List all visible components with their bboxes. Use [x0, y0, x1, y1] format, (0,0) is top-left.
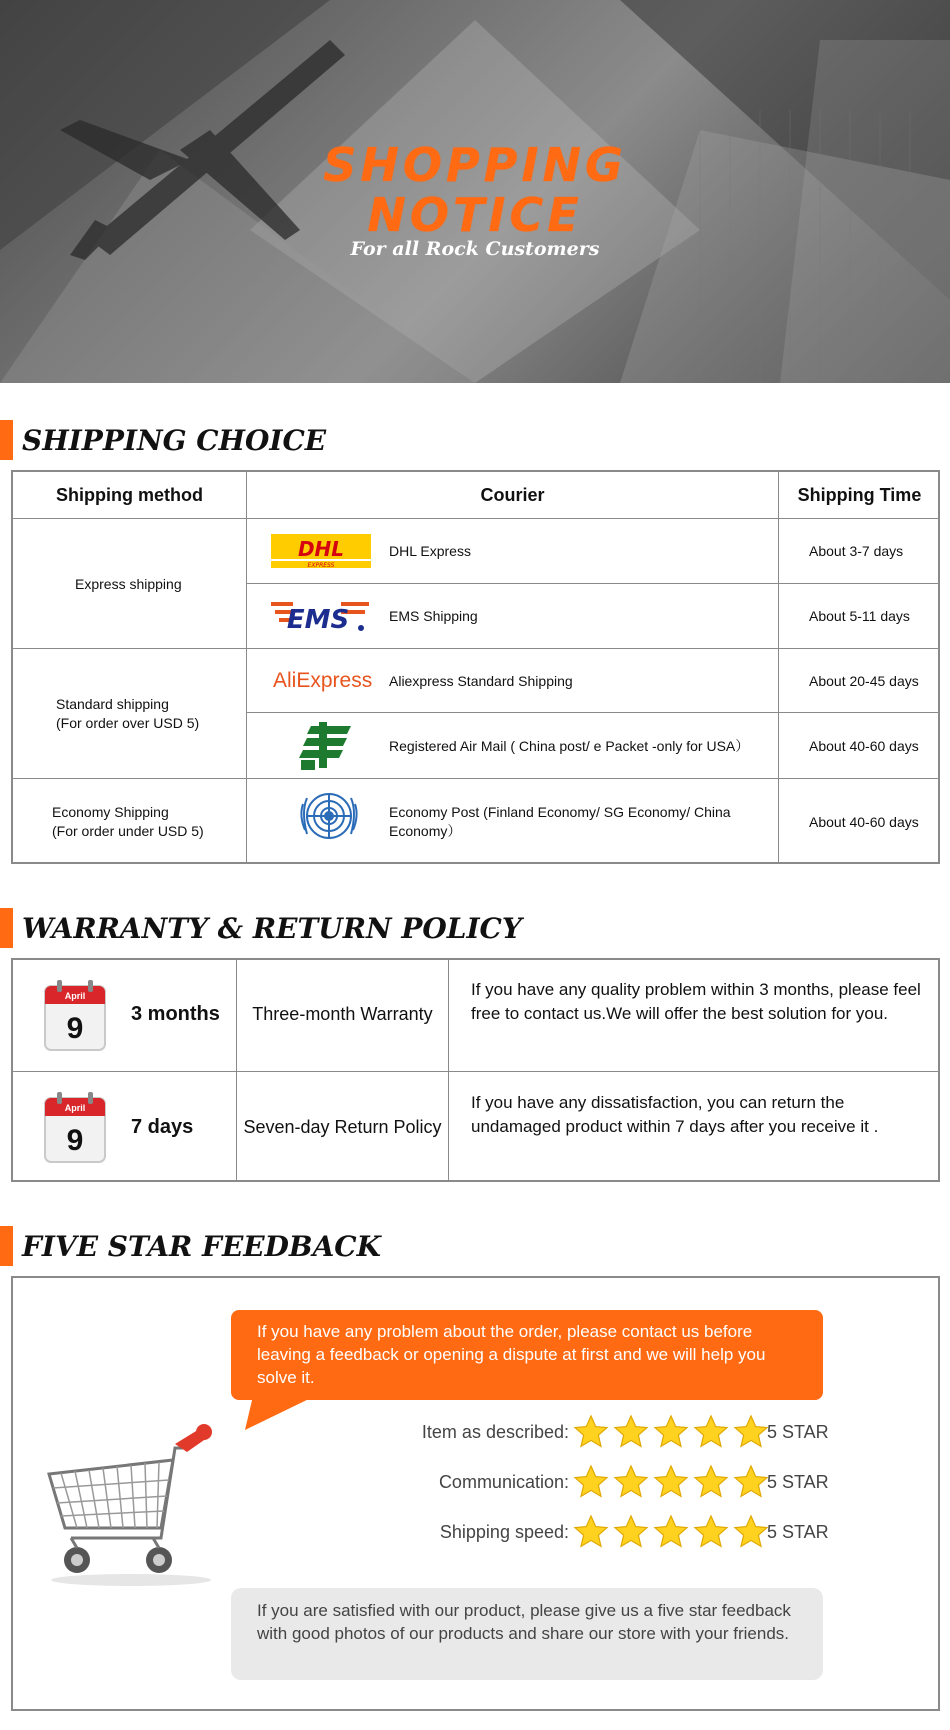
warranty-name-seven-day: Seven-day Return Policy: [243, 1117, 442, 1137]
warranty-description-seven-day: If you have any dissatisfaction, you can return the undamaged product within 7 days after you receive it .: [471, 1093, 879, 1136]
svg-text:9: 9: [66, 1012, 84, 1045]
method-economy-note: (For order under USD 5): [52, 822, 204, 839]
star-icon: [613, 1514, 649, 1550]
rating-communication: [233, 1462, 833, 1502]
star-icon: [733, 1464, 769, 1500]
svg-text:EMS: EMS: [286, 605, 350, 635]
section-accent-bar: [0, 1226, 13, 1266]
shipping-section-header: [0, 420, 326, 460]
rating-item-as-described: [233, 1412, 833, 1452]
warranty-table: [11, 958, 940, 1182]
time-ems: About 5-11 days: [809, 608, 910, 624]
star-icon: [733, 1514, 769, 1550]
star-row: [573, 1464, 769, 1500]
dhl-logo: [271, 532, 371, 570]
method-standard-label: Standard shipping: [56, 695, 169, 712]
courier-economy-post: Economy Post (Finland Economy/ SG Economy/ China Economy）: [389, 803, 731, 839]
shopping-cart-icon: [41, 1418, 221, 1588]
warranty-description-three-month: If you have any quality problem within 3 months, please feel free to contact us.We will offer the best solution for you.: [471, 980, 921, 1023]
time-economy-post: About 40-60 days: [809, 813, 919, 830]
header-courier: Courier: [480, 484, 545, 505]
star-icon: [733, 1414, 769, 1450]
five-star-request-note: If you are satisfied with our product, please give us a five star feedback with good photos of our products and share our store with your friends.: [231, 1588, 823, 1680]
star-icon: [573, 1414, 609, 1450]
rating-label: Shipping speed:: [439, 1522, 569, 1542]
warranty-name-three-month: Three-month Warranty: [252, 1004, 433, 1024]
time-china-post: About 40-60 days: [809, 737, 919, 754]
svg-text:EXPRESS: EXPRESS: [307, 562, 335, 569]
feedback-panel: [11, 1276, 940, 1711]
star-icon: [693, 1514, 729, 1550]
warranty-period-3-months: 3 months: [131, 1003, 220, 1025]
header-shipping-method: Shipping method: [56, 484, 203, 505]
un-emblem-logo: [297, 786, 361, 846]
warranty-section-title: WARRANTY & RETURN POLICY: [22, 911, 522, 945]
hero-title-line2: NOTICE: [367, 188, 583, 242]
svg-text:AliExpress: AliExpress: [273, 669, 373, 692]
rating-value: 5 STAR: [767, 1472, 829, 1492]
star-icon: [653, 1514, 689, 1550]
hero-title-line1: SHOPPING: [323, 138, 627, 192]
section-accent-bar: [0, 420, 13, 460]
star-icon: [613, 1464, 649, 1500]
time-aliexpress: About 20-45 days: [809, 672, 919, 689]
svg-text:April: April: [64, 1103, 86, 1113]
rating-value: 5 STAR: [767, 1522, 829, 1542]
header-shipping-time: Shipping Time: [797, 484, 922, 505]
star-icon: [573, 1514, 609, 1550]
courier-dhl: DHL Express: [389, 543, 471, 559]
courier-china-post: Registered Air Mail ( China post/ e Packet -only for USA）: [389, 737, 750, 754]
star-row: [573, 1414, 769, 1450]
method-standard: [56, 649, 199, 778]
rating-shipping-speed: [233, 1512, 833, 1552]
warranty-section-header: [0, 908, 522, 948]
section-accent-bar: [0, 908, 13, 948]
star-icon: [653, 1414, 689, 1450]
rating-label: Item as described:: [421, 1422, 569, 1442]
calendar-icon: [43, 980, 107, 1052]
hero-banner: [0, 0, 950, 383]
courier-ems: EMS Shipping: [389, 608, 478, 624]
svg-text:9: 9: [66, 1124, 84, 1157]
method-express: [75, 519, 182, 648]
method-economy: [52, 779, 204, 864]
star-row: [573, 1514, 769, 1550]
calendar-icon: [43, 1092, 107, 1164]
svg-text:April: April: [64, 991, 86, 1001]
star-icon: [693, 1414, 729, 1450]
aliexpress-logo: [271, 660, 381, 700]
star-icon: [573, 1464, 609, 1500]
contact-us-bubble: If you have any problem about the order, please contact us before leaving a feedback or opening a dispute at first and we will help you solve it.: [231, 1310, 823, 1400]
feedback-section-title: FIVE STAR FEEDBACK: [22, 1229, 381, 1263]
method-express-label: Express shipping: [75, 575, 182, 592]
ems-logo: [271, 596, 371, 636]
rating-value: 5 STAR: [767, 1422, 829, 1442]
star-icon: [693, 1464, 729, 1500]
shipping-section-title: SHIPPING CHOICE: [22, 423, 327, 457]
shipping-table: [11, 470, 940, 864]
time-dhl: About 3-7 days: [809, 543, 904, 559]
feedback-section-header: [0, 1226, 381, 1266]
svg-text:DHL: DHL: [297, 537, 345, 561]
rating-label: Communication:: [438, 1472, 569, 1492]
hero-subtitle: For all Rock Customers: [350, 238, 600, 260]
star-icon: [613, 1414, 649, 1450]
china-post-logo: [297, 720, 353, 772]
method-standard-note: (For order over USD 5): [56, 714, 200, 731]
warranty-period-7-days: 7 days: [131, 1116, 194, 1138]
courier-aliexpress: Aliexpress Standard Shipping: [389, 672, 573, 689]
method-economy-label: Economy Shipping: [52, 803, 169, 820]
star-icon: [653, 1464, 689, 1500]
